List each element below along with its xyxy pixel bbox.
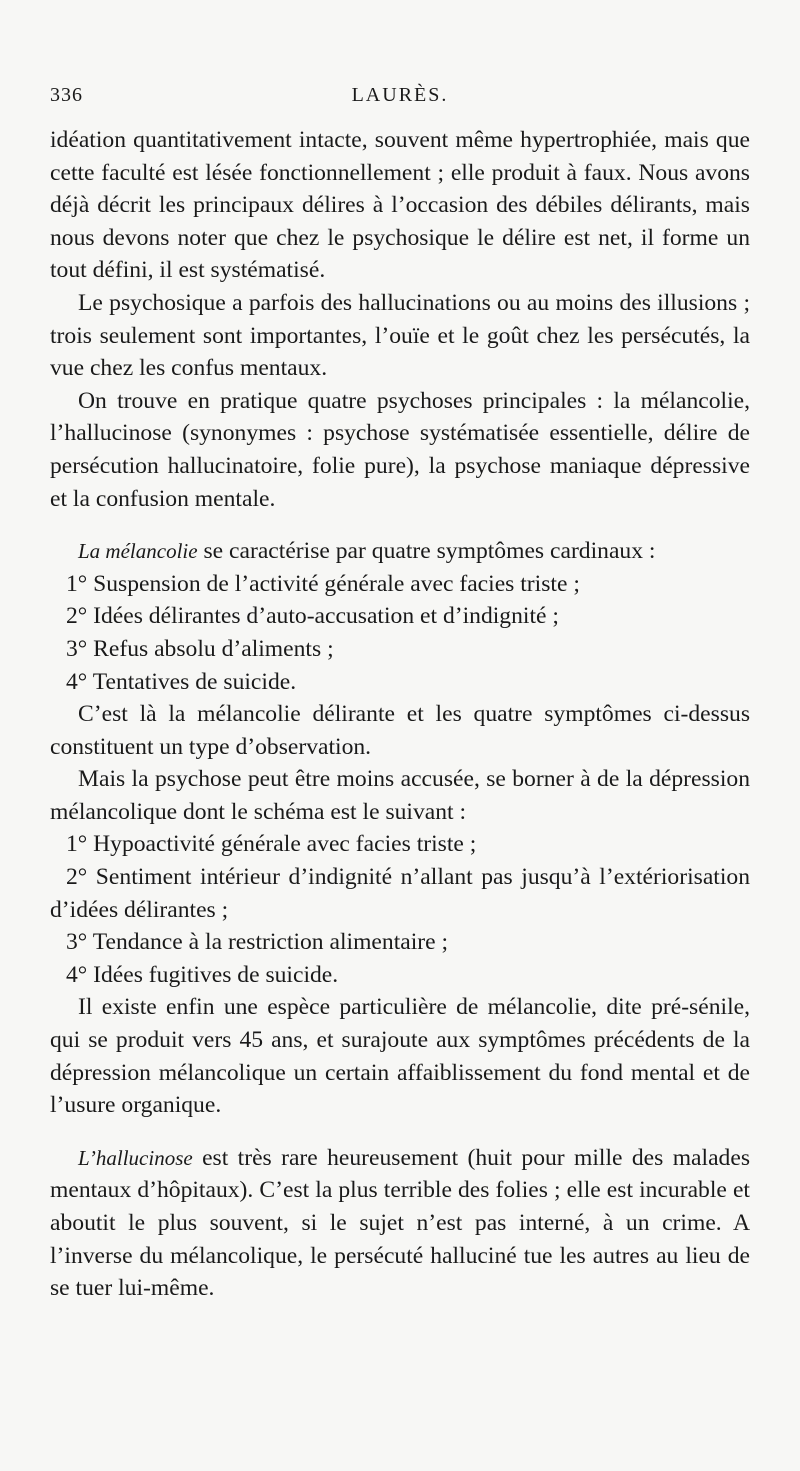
- list-item: 4° Idées fugitives de suicide.: [66, 961, 339, 988]
- hallucinose-text: est très rare heureusement (huit pour mille des malades mentaux d’hôpitaux). C’est la plus terrible des folies ; elle est incurable et aboutit le plus souvent, si le sujet n’est pas interné, à un crime. A l’inverse du mélancolique, le persécuté halluciné tue les autres au lieu de se tuer lui-même.: [50, 1144, 750, 1302]
- paragraph-less-marked: Mais la psychose peut être moins accusée, se borner à de la dépression mélancolique dont le schéma est le suivant :: [50, 766, 750, 825]
- melancholy-intro-text: se caractérise par quatre symptômes cardinaux :: [197, 538, 656, 565]
- paragraph-hallucinose: [50, 1142, 750, 1305]
- paragraph-presenile: Il existe enfin une espèce particulière de mélancolie, dite pré-sénile, qui se produit vers 45 ans, et surajoute aux symptômes précédents de la dépression mélancolique un certain affaiblissement du fond mental et de l’usure organique.: [50, 994, 750, 1119]
- paragraph-ideation: idéation quantitativement intacte, souvent même hypertrophiée, mais que cette faculté est lésée fonctionnellement ; elle produit à faux. Nous avons déjà décrit les principaux délires à l’occasion des débiles délirants, mais nous devons noter que chez le psychosique le délire est net, il forme un tout défini, il est systématisé.: [50, 127, 750, 284]
- section-gap: [50, 515, 750, 535]
- list-item: 2° Idées délirantes d’auto-accusation et d’indignité ;: [66, 603, 559, 630]
- section-gap: [50, 1122, 750, 1142]
- list-item: 1° Suspension de l’activité générale avec facies triste ;: [66, 570, 580, 597]
- list-item: 3° Tendance à la restriction alimentaire ;: [66, 929, 449, 956]
- list-item: 2° Sentiment intérieur d’indignité n’allant pas jusqu’à l’extériorisation d’idées délirantes ;: [50, 864, 750, 923]
- running-title: LAURÈS.: [351, 84, 449, 106]
- paragraph-four-psychoses: On trouve en pratique quatre psychoses principales : la mélancolie, l’hallucinose (synonymes : psychose systématisée essentielle, délire de persécution hallucinatoire, folie pure), la psychose maniaque dépressive et la confusion mentale.: [50, 387, 750, 512]
- term-hallucinose: L’hallucinose: [78, 1145, 193, 1170]
- paragraph-delirious-melancholy: C’est là la mélancolie délirante et les quatre symptômes ci-dessus constituent un type d’observation.: [50, 701, 750, 760]
- paragraph-hallucinations: Le psychosique a parfois des hallucinations ou au moins des illusions ; trois seulement sont importantes, l’ouïe et le goût chez les persécutés, la vue chez les confus mentaux.: [50, 289, 750, 382]
- body-text: [50, 124, 750, 1305]
- page-number: 336: [50, 84, 83, 106]
- running-head: [50, 84, 750, 114]
- list-item: 1° Hypoactivité générale avec facies triste ;: [66, 831, 477, 858]
- term-melancolie: La mélancolie: [78, 539, 198, 564]
- paragraph-melancholy-intro: [50, 535, 750, 568]
- list-item: 3° Refus absolu d’aliments ;: [66, 635, 334, 662]
- list-item: 4° Tentatives de suicide.: [66, 668, 297, 695]
